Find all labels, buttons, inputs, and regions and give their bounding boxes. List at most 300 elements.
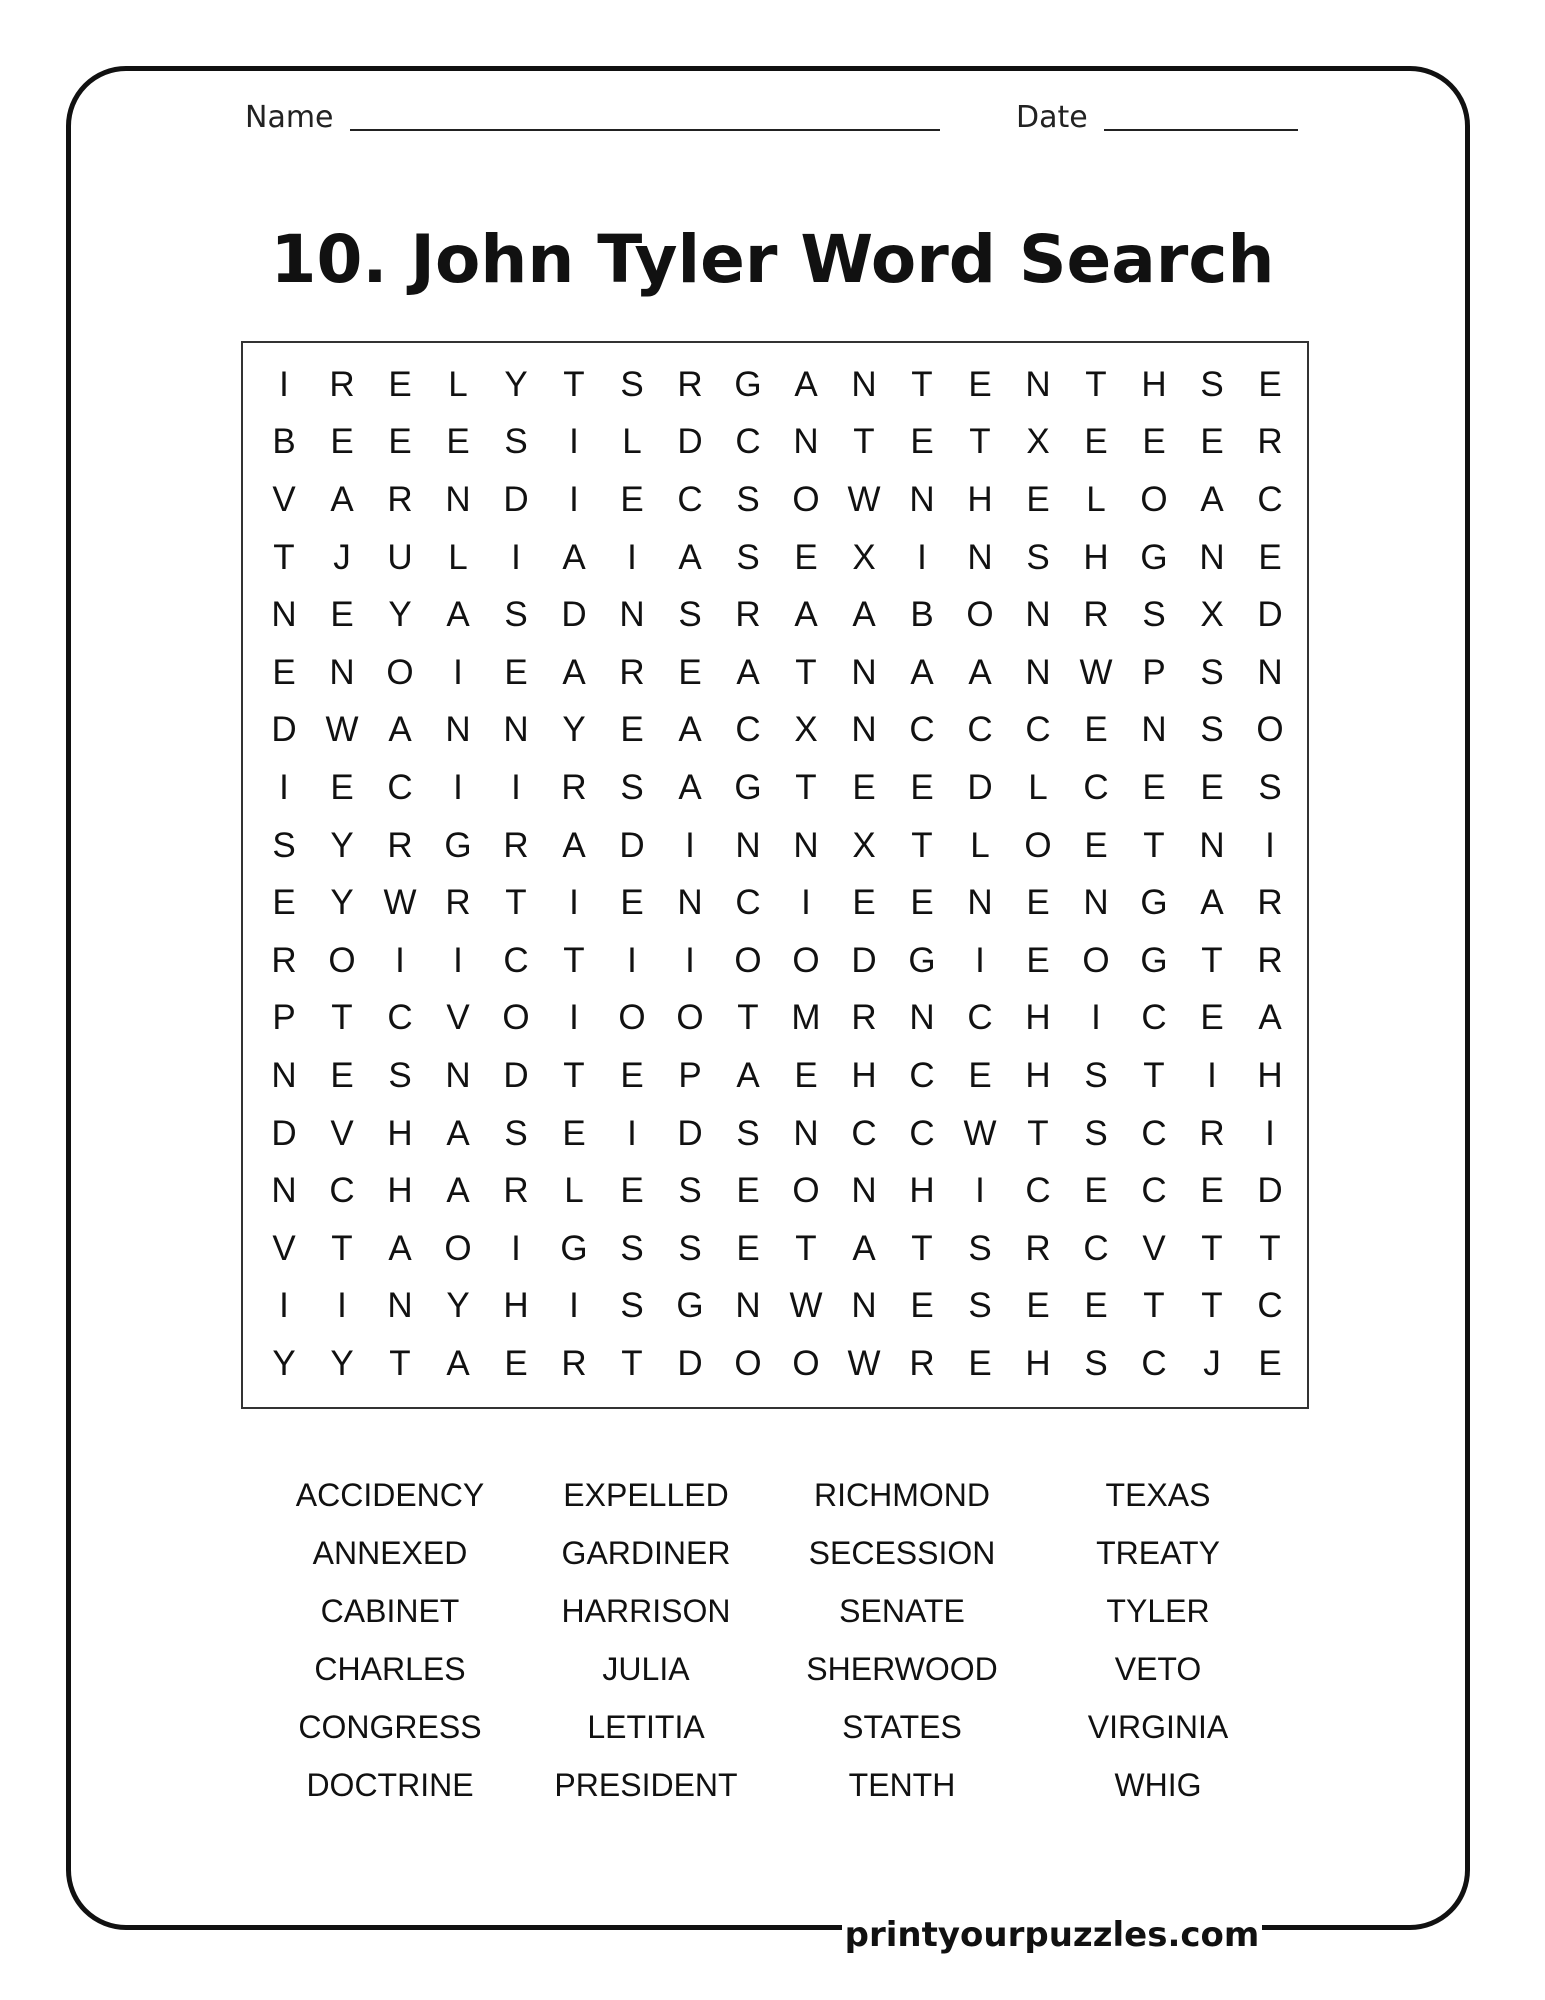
grid-cell[interactable]: E: [852, 767, 876, 807]
grid-cell[interactable]: T: [853, 422, 875, 462]
grid-cell[interactable]: T: [1143, 1286, 1165, 1326]
grid-cell[interactable]: R: [271, 940, 297, 980]
grid-cell[interactable]: N: [851, 710, 877, 750]
grid-cell[interactable]: S: [1200, 710, 1224, 750]
grid-cell[interactable]: E: [388, 422, 412, 462]
grid-cell[interactable]: A: [794, 364, 818, 404]
grid-cell[interactable]: A: [736, 652, 760, 692]
grid-cell[interactable]: Y: [330, 883, 354, 923]
grid-cell[interactable]: P: [678, 1055, 702, 1095]
grid-cell[interactable]: W: [383, 883, 417, 923]
grid-cell[interactable]: N: [271, 595, 297, 635]
grid-cell[interactable]: R: [1257, 422, 1283, 462]
grid-cell[interactable]: P: [1142, 652, 1166, 692]
grid-cell[interactable]: E: [1026, 883, 1050, 923]
grid-cell[interactable]: D: [677, 1113, 703, 1153]
grid-cell[interactable]: C: [1257, 479, 1283, 519]
grid-cell[interactable]: N: [793, 825, 819, 865]
grid-cell[interactable]: L: [1028, 767, 1048, 807]
grid-cell[interactable]: C: [735, 710, 761, 750]
grid-cell[interactable]: E: [1142, 767, 1166, 807]
grid-cell[interactable]: A: [736, 1055, 760, 1095]
grid-cell[interactable]: I: [685, 825, 695, 865]
grid-cell[interactable]: I: [453, 940, 463, 980]
grid-cell[interactable]: A: [330, 479, 354, 519]
grid-cell[interactable]: D: [503, 1055, 529, 1095]
grid-cell[interactable]: R: [1199, 1113, 1225, 1153]
grid-cell[interactable]: W: [325, 710, 359, 750]
grid-cell[interactable]: H: [967, 479, 993, 519]
grid-cell[interactable]: O: [1082, 940, 1110, 980]
grid-cell[interactable]: G: [734, 364, 762, 404]
grid-cell[interactable]: T: [737, 998, 759, 1038]
grid-cell[interactable]: A: [562, 825, 586, 865]
grid-cell[interactable]: T: [1085, 364, 1107, 404]
grid-cell[interactable]: I: [569, 998, 579, 1038]
grid-cell[interactable]: X: [1200, 595, 1224, 635]
grid-cell[interactable]: D: [561, 595, 587, 635]
grid-cell[interactable]: A: [852, 1228, 876, 1268]
grid-cell[interactable]: O: [792, 940, 820, 980]
grid-cell[interactable]: D: [619, 825, 645, 865]
grid-cell[interactable]: N: [793, 422, 819, 462]
grid-cell[interactable]: R: [387, 479, 413, 519]
grid-cell[interactable]: T: [331, 1228, 353, 1268]
grid-cell[interactable]: B: [272, 422, 296, 462]
grid-cell[interactable]: S: [504, 1113, 528, 1153]
grid-cell[interactable]: X: [1026, 422, 1050, 462]
grid-cell[interactable]: S: [1084, 1343, 1108, 1383]
grid-cell[interactable]: I: [511, 537, 521, 577]
grid-cell[interactable]: I: [1091, 998, 1101, 1038]
grid-cell[interactable]: S: [736, 537, 760, 577]
grid-cell[interactable]: T: [795, 767, 817, 807]
grid-cell[interactable]: E: [388, 364, 412, 404]
grid-cell[interactable]: A: [1200, 883, 1224, 923]
grid-cell[interactable]: Y: [504, 364, 528, 404]
grid-cell[interactable]: B: [910, 595, 934, 635]
grid-cell[interactable]: H: [1025, 1055, 1051, 1095]
grid-cell[interactable]: E: [330, 422, 354, 462]
grid-cell[interactable]: E: [910, 422, 934, 462]
grid-cell[interactable]: O: [1256, 710, 1284, 750]
grid-cell[interactable]: E: [620, 710, 644, 750]
grid-cell[interactable]: S: [678, 595, 702, 635]
grid-cell[interactable]: E: [330, 595, 354, 635]
grid-cell[interactable]: A: [388, 710, 412, 750]
grid-cell[interactable]: H: [1257, 1055, 1283, 1095]
grid-cell[interactable]: S: [620, 767, 644, 807]
grid-cell[interactable]: V: [272, 479, 296, 519]
grid-cell[interactable]: A: [1200, 479, 1224, 519]
grid-cell[interactable]: N: [387, 1286, 413, 1326]
grid-cell[interactable]: A: [446, 595, 470, 635]
grid-cell[interactable]: T: [563, 1055, 585, 1095]
grid-cell[interactable]: O: [792, 479, 820, 519]
grid-cell[interactable]: N: [271, 1055, 297, 1095]
grid-cell[interactable]: S: [1026, 537, 1050, 577]
grid-cell[interactable]: A: [446, 1343, 470, 1383]
grid-cell[interactable]: X: [852, 825, 876, 865]
grid-cell[interactable]: T: [273, 537, 295, 577]
grid-cell[interactable]: I: [279, 1286, 289, 1326]
grid-cell[interactable]: A: [562, 652, 586, 692]
grid-cell[interactable]: W: [963, 1113, 997, 1153]
grid-cell[interactable]: N: [1025, 364, 1051, 404]
grid-cell[interactable]: C: [1083, 1228, 1109, 1268]
grid-cell[interactable]: G: [1140, 940, 1168, 980]
grid-cell[interactable]: C: [1025, 1171, 1051, 1211]
grid-cell[interactable]: I: [569, 479, 579, 519]
grid-cell[interactable]: H: [1141, 364, 1167, 404]
grid-cell[interactable]: A: [1258, 998, 1282, 1038]
grid-cell[interactable]: T: [911, 825, 933, 865]
grid-cell[interactable]: C: [677, 479, 703, 519]
grid-cell[interactable]: T: [795, 1228, 817, 1268]
grid-cell[interactable]: A: [446, 1171, 470, 1211]
grid-cell[interactable]: E: [1258, 364, 1282, 404]
grid-cell[interactable]: E: [968, 1055, 992, 1095]
grid-cell[interactable]: I: [801, 883, 811, 923]
grid-cell[interactable]: G: [734, 767, 762, 807]
grid-cell[interactable]: N: [793, 1113, 819, 1153]
grid-cell[interactable]: A: [678, 710, 702, 750]
grid-cell[interactable]: T: [1027, 1113, 1049, 1153]
grid-cell[interactable]: E: [330, 767, 354, 807]
grid-cell[interactable]: I: [975, 1171, 985, 1211]
grid-cell[interactable]: R: [503, 825, 529, 865]
grid-cell[interactable]: T: [911, 1228, 933, 1268]
grid-cell[interactable]: E: [1026, 479, 1050, 519]
grid-cell[interactable]: D: [677, 422, 703, 462]
grid-cell[interactable]: S: [678, 1228, 702, 1268]
grid-cell[interactable]: S: [1084, 1055, 1108, 1095]
grid-cell[interactable]: S: [678, 1171, 702, 1211]
grid-cell[interactable]: H: [387, 1113, 413, 1153]
grid-cell[interactable]: G: [560, 1228, 588, 1268]
grid-cell[interactable]: R: [445, 883, 471, 923]
grid-cell[interactable]: H: [1025, 1343, 1051, 1383]
grid-cell[interactable]: D: [503, 479, 529, 519]
grid-cell[interactable]: C: [329, 1171, 355, 1211]
grid-cell[interactable]: E: [910, 767, 934, 807]
grid-cell[interactable]: D: [851, 940, 877, 980]
grid-cell[interactable]: N: [967, 537, 993, 577]
grid-cell[interactable]: L: [1086, 479, 1106, 519]
grid-cell[interactable]: O: [734, 1343, 762, 1383]
grid-cell[interactable]: N: [1141, 710, 1167, 750]
grid-cell[interactable]: Y: [388, 595, 412, 635]
grid-cell[interactable]: A: [910, 652, 934, 692]
grid-cell[interactable]: D: [1257, 595, 1283, 635]
grid-cell[interactable]: O: [444, 1228, 472, 1268]
grid-cell[interactable]: E: [852, 883, 876, 923]
grid-cell[interactable]: L: [622, 422, 642, 462]
grid-cell[interactable]: R: [561, 1343, 587, 1383]
grid-cell[interactable]: N: [1025, 595, 1051, 635]
grid-cell[interactable]: A: [388, 1228, 412, 1268]
grid-cell[interactable]: S: [620, 1228, 644, 1268]
grid-cell[interactable]: E: [1200, 998, 1224, 1038]
grid-cell[interactable]: N: [851, 1286, 877, 1326]
grid-cell[interactable]: Y: [330, 825, 354, 865]
grid-cell[interactable]: V: [330, 1113, 354, 1153]
grid-cell[interactable]: I: [1207, 1055, 1217, 1095]
grid-cell[interactable]: R: [503, 1171, 529, 1211]
grid-cell[interactable]: S: [1084, 1113, 1108, 1153]
grid-cell[interactable]: E: [330, 1055, 354, 1095]
grid-cell[interactable]: N: [619, 595, 645, 635]
grid-cell[interactable]: H: [503, 1286, 529, 1326]
grid-cell[interactable]: C: [735, 422, 761, 462]
grid-cell[interactable]: C: [967, 998, 993, 1038]
grid-cell[interactable]: I: [395, 940, 405, 980]
grid-cell[interactable]: S: [736, 479, 760, 519]
grid-cell[interactable]: L: [564, 1171, 584, 1211]
grid-cell[interactable]: C: [1141, 998, 1167, 1038]
grid-cell[interactable]: W: [1079, 652, 1113, 692]
grid-cell[interactable]: S: [388, 1055, 412, 1095]
grid-cell[interactable]: L: [448, 364, 468, 404]
grid-cell[interactable]: A: [794, 595, 818, 635]
grid-cell[interactable]: N: [329, 652, 355, 692]
grid-cell[interactable]: O: [966, 595, 994, 635]
grid-cell[interactable]: Y: [272, 1343, 296, 1383]
grid-cell[interactable]: I: [511, 1228, 521, 1268]
grid-cell[interactable]: E: [1258, 1343, 1282, 1383]
grid-cell[interactable]: E: [736, 1228, 760, 1268]
grid-cell[interactable]: S: [504, 422, 528, 462]
grid-cell[interactable]: N: [677, 883, 703, 923]
grid-cell[interactable]: A: [968, 652, 992, 692]
grid-cell[interactable]: E: [562, 1113, 586, 1153]
grid-cell[interactable]: C: [1141, 1171, 1167, 1211]
grid-cell[interactable]: L: [970, 825, 990, 865]
grid-cell[interactable]: T: [1201, 1286, 1223, 1326]
grid-cell[interactable]: N: [851, 1171, 877, 1211]
grid-cell[interactable]: T: [331, 998, 353, 1038]
grid-cell[interactable]: T: [505, 883, 527, 923]
grid-cell[interactable]: S: [620, 1286, 644, 1326]
grid-cell[interactable]: E: [1200, 767, 1224, 807]
grid-cell[interactable]: W: [847, 1343, 881, 1383]
grid-cell[interactable]: S: [620, 364, 644, 404]
grid-cell[interactable]: Y: [446, 1286, 470, 1326]
grid-cell[interactable]: T: [911, 364, 933, 404]
grid-cell[interactable]: D: [1257, 1171, 1283, 1211]
grid-cell[interactable]: D: [271, 710, 297, 750]
grid-cell[interactable]: G: [444, 825, 472, 865]
grid-cell[interactable]: C: [387, 767, 413, 807]
grid-cell[interactable]: C: [909, 1055, 935, 1095]
grid-cell[interactable]: N: [735, 1286, 761, 1326]
grid-cell[interactable]: U: [387, 537, 413, 577]
grid-cell[interactable]: H: [909, 1171, 935, 1211]
grid-cell[interactable]: N: [851, 364, 877, 404]
grid-cell[interactable]: R: [1083, 595, 1109, 635]
grid-cell[interactable]: R: [851, 998, 877, 1038]
grid-cell[interactable]: J: [333, 537, 351, 577]
grid-cell[interactable]: W: [847, 479, 881, 519]
grid-cell[interactable]: T: [969, 422, 991, 462]
grid-cell[interactable]: I: [975, 940, 985, 980]
grid-cell[interactable]: C: [1257, 1286, 1283, 1326]
grid-cell[interactable]: O: [502, 998, 530, 1038]
grid-cell[interactable]: N: [967, 883, 993, 923]
grid-cell[interactable]: I: [569, 883, 579, 923]
grid-cell[interactable]: V: [446, 998, 470, 1038]
grid-cell[interactable]: H: [1025, 998, 1051, 1038]
grid-cell[interactable]: N: [445, 1055, 471, 1095]
grid-cell[interactable]: I: [511, 767, 521, 807]
grid-cell[interactable]: S: [1142, 595, 1166, 635]
date-line[interactable]: [1104, 129, 1298, 131]
grid-cell[interactable]: O: [386, 652, 414, 692]
grid-cell[interactable]: N: [1199, 825, 1225, 865]
grid-cell[interactable]: X: [794, 710, 818, 750]
grid-cell[interactable]: N: [445, 710, 471, 750]
grid-cell[interactable]: E: [272, 883, 296, 923]
grid-cell[interactable]: R: [619, 652, 645, 692]
grid-cell[interactable]: I: [1265, 825, 1275, 865]
grid-cell[interactable]: W: [789, 1286, 823, 1326]
grid-cell[interactable]: E: [272, 652, 296, 692]
grid-cell[interactable]: E: [1084, 825, 1108, 865]
grid-cell[interactable]: E: [794, 1055, 818, 1095]
grid-cell[interactable]: D: [677, 1343, 703, 1383]
grid-cell[interactable]: R: [1257, 883, 1283, 923]
grid-cell[interactable]: N: [1199, 537, 1225, 577]
grid-cell[interactable]: N: [909, 998, 935, 1038]
grid-cell[interactable]: A: [678, 537, 702, 577]
grid-cell[interactable]: E: [910, 883, 934, 923]
grid-cell[interactable]: T: [563, 364, 585, 404]
grid-cell[interactable]: S: [1258, 767, 1282, 807]
grid-cell[interactable]: C: [1141, 1113, 1167, 1153]
grid-cell[interactable]: R: [1025, 1228, 1051, 1268]
grid-cell[interactable]: N: [271, 1171, 297, 1211]
grid-cell[interactable]: A: [446, 1113, 470, 1153]
grid-cell[interactable]: I: [627, 537, 637, 577]
grid-cell[interactable]: C: [735, 883, 761, 923]
grid-cell[interactable]: C: [851, 1113, 877, 1153]
grid-cell[interactable]: T: [1259, 1228, 1281, 1268]
grid-cell[interactable]: T: [795, 652, 817, 692]
grid-cell[interactable]: E: [1142, 422, 1166, 462]
grid-cell[interactable]: A: [562, 537, 586, 577]
grid-cell[interactable]: N: [735, 825, 761, 865]
grid-cell[interactable]: P: [272, 998, 296, 1038]
grid-cell[interactable]: E: [1258, 537, 1282, 577]
grid-cell[interactable]: G: [1140, 537, 1168, 577]
grid-cell[interactable]: D: [967, 767, 993, 807]
grid-cell[interactable]: T: [1143, 1055, 1165, 1095]
grid-cell[interactable]: C: [1083, 767, 1109, 807]
grid-cell[interactable]: E: [620, 479, 644, 519]
grid-cell[interactable]: E: [794, 537, 818, 577]
grid-cell[interactable]: O: [734, 940, 762, 980]
grid-cell[interactable]: E: [446, 422, 470, 462]
grid-cell[interactable]: N: [851, 652, 877, 692]
grid-cell[interactable]: G: [676, 1286, 704, 1326]
grid-cell[interactable]: N: [445, 479, 471, 519]
grid-cell[interactable]: I: [279, 364, 289, 404]
grid-cell[interactable]: E: [1026, 1286, 1050, 1326]
grid-cell[interactable]: S: [504, 595, 528, 635]
grid-cell[interactable]: E: [1084, 422, 1108, 462]
grid-cell[interactable]: G: [908, 940, 936, 980]
grid-cell[interactable]: R: [387, 825, 413, 865]
grid-cell[interactable]: C: [1025, 710, 1051, 750]
grid-cell[interactable]: T: [389, 1343, 411, 1383]
grid-cell[interactable]: E: [968, 364, 992, 404]
grid-cell[interactable]: I: [627, 1113, 637, 1153]
grid-cell[interactable]: I: [569, 422, 579, 462]
grid-cell[interactable]: I: [569, 1286, 579, 1326]
grid-cell[interactable]: E: [1084, 1286, 1108, 1326]
grid-cell[interactable]: E: [620, 883, 644, 923]
grid-cell[interactable]: R: [1257, 940, 1283, 980]
grid-cell[interactable]: E: [504, 652, 528, 692]
grid-cell[interactable]: D: [271, 1113, 297, 1153]
grid-cell[interactable]: S: [1200, 652, 1224, 692]
grid-cell[interactable]: R: [329, 364, 355, 404]
grid-cell[interactable]: C: [909, 1113, 935, 1153]
grid-cell[interactable]: T: [1201, 1228, 1223, 1268]
grid-cell[interactable]: J: [1203, 1343, 1221, 1383]
grid-cell[interactable]: R: [909, 1343, 935, 1383]
grid-cell[interactable]: O: [676, 998, 704, 1038]
name-line[interactable]: [350, 129, 940, 131]
grid-cell[interactable]: C: [909, 710, 935, 750]
grid-cell[interactable]: E: [504, 1343, 528, 1383]
grid-cell[interactable]: H: [851, 1055, 877, 1095]
grid-cell[interactable]: E: [1084, 1171, 1108, 1211]
grid-cell[interactable]: T: [621, 1343, 643, 1383]
grid-cell[interactable]: E: [620, 1171, 644, 1211]
grid-cell[interactable]: G: [1140, 883, 1168, 923]
grid-cell[interactable]: L: [448, 537, 468, 577]
grid-cell[interactable]: N: [1025, 652, 1051, 692]
grid-cell[interactable]: O: [792, 1171, 820, 1211]
grid-cell[interactable]: E: [620, 1055, 644, 1095]
grid-cell[interactable]: Y: [330, 1343, 354, 1383]
grid-cell[interactable]: E: [1200, 422, 1224, 462]
grid-cell[interactable]: V: [1142, 1228, 1166, 1268]
grid-cell[interactable]: I: [453, 652, 463, 692]
grid-cell[interactable]: I: [627, 940, 637, 980]
grid-cell[interactable]: S: [272, 825, 296, 865]
grid-cell[interactable]: I: [337, 1286, 347, 1326]
grid-cell[interactable]: C: [967, 710, 993, 750]
grid-cell[interactable]: X: [852, 537, 876, 577]
grid-cell[interactable]: N: [1083, 883, 1109, 923]
grid-cell[interactable]: N: [1257, 652, 1283, 692]
grid-cell[interactable]: T: [1143, 825, 1165, 865]
grid-cell[interactable]: A: [852, 595, 876, 635]
grid-cell[interactable]: E: [1026, 940, 1050, 980]
grid-cell[interactable]: C: [503, 940, 529, 980]
grid-cell[interactable]: O: [792, 1343, 820, 1383]
grid-cell[interactable]: S: [736, 1113, 760, 1153]
grid-cell[interactable]: O: [1024, 825, 1052, 865]
grid-cell[interactable]: N: [503, 710, 529, 750]
grid-cell[interactable]: E: [968, 1343, 992, 1383]
grid-cell[interactable]: H: [387, 1171, 413, 1211]
grid-cell[interactable]: O: [1140, 479, 1168, 519]
grid-cell[interactable]: E: [1084, 710, 1108, 750]
grid-cell[interactable]: R: [561, 767, 587, 807]
